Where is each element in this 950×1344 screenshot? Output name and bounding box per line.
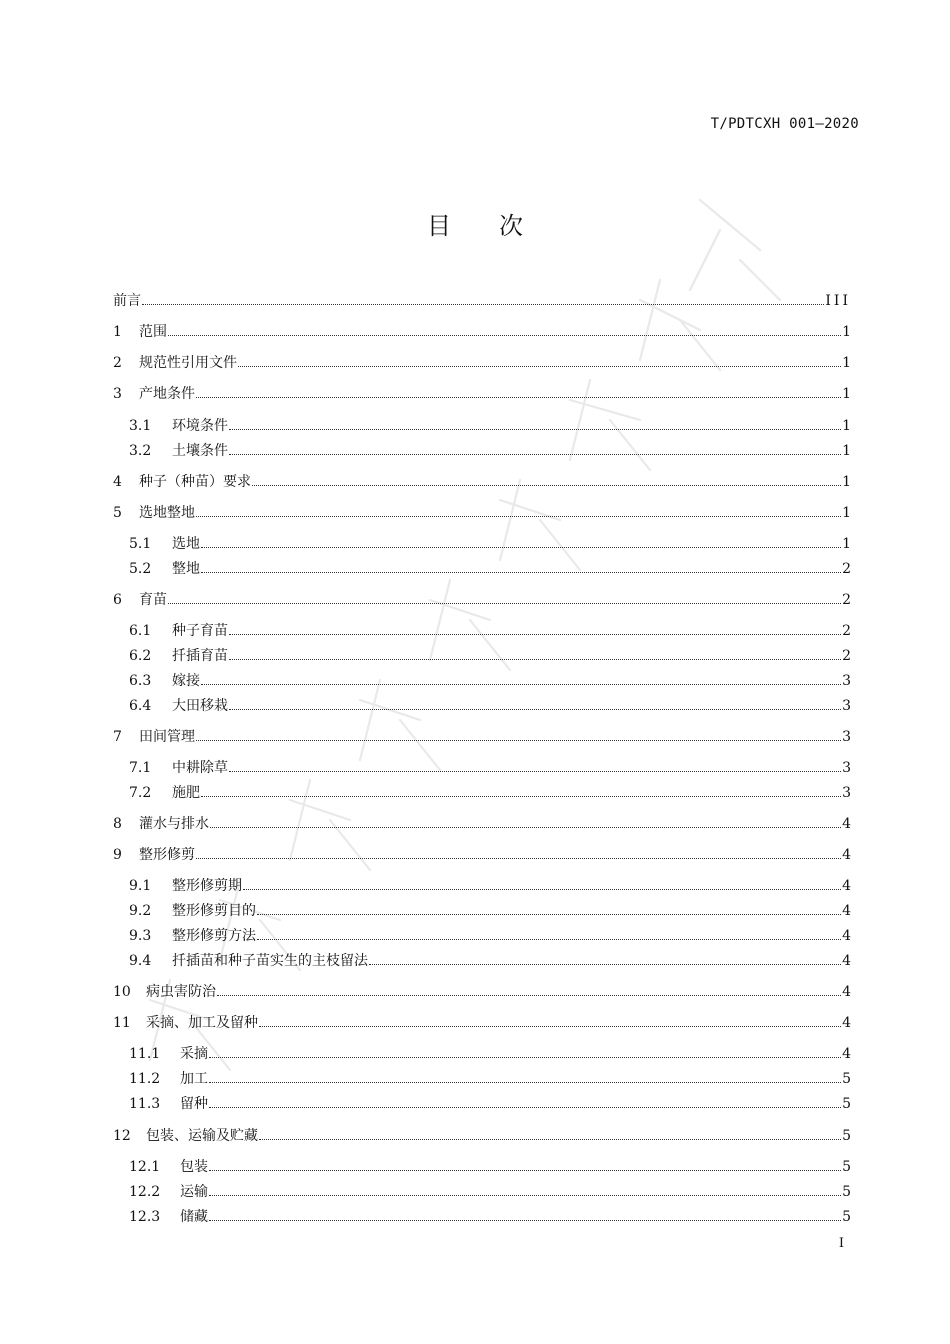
- toc-leader-dots: [229, 658, 841, 660]
- toc-entry-number: 5: [113, 505, 122, 521]
- toc-entry[interactable]: [113, 501, 851, 521]
- toc-entry-number: 12.1: [129, 1159, 161, 1175]
- toc-entry-number: 11.1: [129, 1046, 161, 1062]
- toc-entry[interactable]: [113, 588, 851, 608]
- toc-leader-dots: [196, 396, 841, 398]
- toc-leader-dots: [210, 826, 841, 828]
- toc-entry-number: 4: [113, 474, 122, 490]
- toc-entry-number: 9.3: [129, 928, 152, 944]
- toc-entry-number: 3: [113, 386, 122, 402]
- toc-entry-number: 6.2: [129, 648, 152, 664]
- toc-leader-dots: [209, 1081, 841, 1083]
- toc-entry-page: 5: [842, 1209, 851, 1225]
- toc-leader-dots: [229, 633, 841, 635]
- toc-entry[interactable]: [113, 289, 851, 309]
- toc-entry-title: 整形修剪目的: [172, 903, 256, 919]
- toc-entry-page: 3: [842, 673, 851, 689]
- toc-entry-title: 施肥: [172, 785, 200, 801]
- toc-entry[interactable]: [113, 874, 851, 894]
- toc-entry-page: 4: [842, 847, 851, 863]
- toc-entry-page: 4: [842, 984, 851, 1000]
- toc-entry-page: 1: [842, 386, 851, 402]
- toc-leader-dots: [201, 795, 841, 797]
- toc-entry-title: 包装: [180, 1159, 208, 1175]
- toc-entry[interactable]: [113, 644, 851, 664]
- toc-leader-dots: [196, 515, 841, 517]
- toc-entry-number: 6.4: [129, 698, 152, 714]
- toc-entry-page: 1: [842, 324, 851, 340]
- toc-entry-page: 2: [842, 648, 851, 664]
- toc-entry-page: 2: [842, 623, 851, 639]
- toc-entry-title: 采摘: [180, 1046, 208, 1062]
- toc-leader-dots: [168, 334, 841, 336]
- toc-entry-title: 整形修剪期: [172, 878, 242, 894]
- toc-leader-dots: [243, 888, 841, 890]
- toc-entry-title: 灌水与排水: [139, 816, 209, 832]
- toc-entry-page: 3: [842, 760, 851, 776]
- toc-entry[interactable]: [113, 414, 851, 434]
- toc-entry-title: 产地条件: [139, 386, 195, 402]
- toc-entry-number: 5.2: [129, 561, 152, 577]
- toc-entry-page: 1: [842, 536, 851, 552]
- toc-leader-dots: [229, 428, 841, 430]
- toc-entry-page: 1: [842, 418, 851, 434]
- toc-entry[interactable]: [113, 1124, 851, 1144]
- toc-leader-dots: [201, 546, 841, 548]
- toc-entry-page: 4: [842, 878, 851, 894]
- toc-entry-title: 扦插育苗: [172, 648, 228, 664]
- toc-entry-page: 1: [842, 355, 851, 371]
- toc-entry-number: 9: [113, 847, 122, 863]
- page-number: I: [838, 1236, 844, 1251]
- toc-entry-page: 4: [842, 953, 851, 969]
- toc-entry-number: 7.1: [129, 760, 152, 776]
- toc-entry[interactable]: [113, 1155, 851, 1175]
- toc-entry-title: 育苗: [139, 592, 167, 608]
- toc-entry-title: 规范性引用文件: [139, 355, 237, 371]
- toc-leader-dots: [369, 963, 841, 965]
- toc-entry-title: 环境条件: [172, 418, 228, 434]
- toc-entry[interactable]: [113, 1042, 851, 1062]
- toc-entry-page: 5: [842, 1159, 851, 1175]
- toc-entry[interactable]: [113, 756, 851, 776]
- toc-entry-number: 9.4: [129, 953, 152, 969]
- toc-entry[interactable]: [113, 351, 851, 371]
- toc-leader-dots: [201, 571, 841, 573]
- toc-leader-dots: [257, 938, 841, 940]
- toc-entry[interactable]: [113, 899, 851, 919]
- toc-leader-dots: [201, 683, 841, 685]
- toc-leader-dots: [209, 1169, 841, 1171]
- toc-entry[interactable]: [113, 1180, 851, 1200]
- toc-entry[interactable]: [113, 619, 851, 639]
- toc-entry-title: 大田移栽: [172, 698, 228, 714]
- toc-leader-dots: [252, 484, 841, 486]
- toc-entry-title: 包装、运输及贮藏: [146, 1128, 258, 1144]
- toc-entry-page: 5: [842, 1128, 851, 1144]
- toc-entry-page: 5: [842, 1071, 851, 1087]
- toc-entry-page: 2: [842, 561, 851, 577]
- toc-entry-page: 4: [842, 1046, 851, 1062]
- toc-entry-title: 中耕除草: [172, 760, 228, 776]
- toc-entry-page: 5: [842, 1096, 851, 1112]
- toc-entry[interactable]: [113, 843, 851, 863]
- toc-entry-title: 运输: [180, 1184, 208, 1200]
- toc-entry-title: 整形修剪: [139, 847, 195, 863]
- toc-leader-dots: [257, 913, 841, 915]
- document-code: T/PDTCXH 001—2020: [710, 116, 859, 132]
- toc-entry-title: 采摘、加工及留种: [146, 1015, 258, 1031]
- toc-entry-title: 储藏: [180, 1209, 208, 1225]
- toc-leader-dots: [209, 1219, 841, 1221]
- toc-leader-dots: [229, 708, 841, 710]
- toc-entry[interactable]: [113, 1067, 851, 1087]
- toc-entry-title: 扦插苗和种子苗实生的主枝留法: [172, 953, 368, 969]
- toc-entry[interactable]: [113, 470, 851, 490]
- toc-entry[interactable]: [113, 439, 851, 459]
- toc-entry[interactable]: [113, 924, 851, 944]
- toc-entry-page: III: [825, 293, 851, 309]
- toc-entry-number: 9.2: [129, 903, 152, 919]
- toc-entry-number: 3.1: [129, 418, 152, 434]
- toc-leader-dots: [229, 453, 841, 455]
- toc-entry-number: 6: [113, 592, 122, 608]
- toc-entry-title: 种子（种苗）要求: [139, 474, 251, 490]
- toc-title: [0, 206, 950, 241]
- toc-entry[interactable]: [113, 694, 851, 714]
- toc-leader-dots: [196, 739, 841, 741]
- toc-entry-title: 选地: [172, 536, 200, 552]
- toc-entry[interactable]: [113, 557, 851, 577]
- toc-entry-number: 3.2: [129, 443, 152, 459]
- toc-entry[interactable]: [113, 1092, 851, 1112]
- toc-entry-page: 4: [842, 903, 851, 919]
- toc-leader-dots: [209, 1106, 841, 1108]
- toc-entry-title: 田间管理: [139, 729, 195, 745]
- toc-entry-number: 5.1: [129, 536, 152, 552]
- toc-entry-page: 3: [842, 729, 851, 745]
- toc-entry-page: 1: [842, 443, 851, 459]
- toc-entry-number: 2: [113, 355, 122, 371]
- toc-entry-title: 留种: [180, 1096, 208, 1112]
- toc-entry-title: 加工: [180, 1071, 208, 1087]
- toc-entry[interactable]: [113, 532, 851, 552]
- toc-leader-dots: [229, 770, 841, 772]
- toc-entry-title: 病虫害防治: [146, 984, 216, 1000]
- toc-entry[interactable]: [113, 669, 851, 689]
- toc-entry[interactable]: [113, 980, 851, 1000]
- toc-leader-dots: [217, 994, 841, 996]
- toc-entry-number: 9.1: [129, 878, 152, 894]
- toc-entry-number: 7: [113, 729, 122, 745]
- toc-entry-page: 4: [842, 1015, 851, 1031]
- toc-entry[interactable]: [113, 320, 851, 340]
- toc-entry[interactable]: [113, 725, 851, 745]
- toc-entry-title: 嫁接: [172, 673, 200, 689]
- toc-entry-number: 7.2: [129, 785, 152, 801]
- toc-entry-number: 8: [113, 816, 122, 832]
- toc-title-right: 次: [499, 212, 523, 240]
- toc-entry-number: 12: [113, 1128, 131, 1144]
- toc-entry-title: 范围: [139, 324, 167, 340]
- toc-entry-number: 10: [113, 984, 131, 1000]
- toc-entry-title: 土壤条件: [172, 443, 228, 459]
- toc-entry[interactable]: [113, 781, 851, 801]
- toc-leader-dots: [168, 602, 841, 604]
- toc-title-left: 目: [427, 212, 451, 240]
- toc-leader-dots: [238, 365, 841, 367]
- toc-entry-page: 2: [842, 592, 851, 608]
- toc-entry[interactable]: [113, 949, 851, 969]
- toc-leader-dots: [259, 1138, 841, 1140]
- toc-entry-number: 11: [113, 1015, 131, 1031]
- toc-entry-title: 选地整地: [139, 505, 195, 521]
- toc-entry-number: 12.2: [129, 1184, 161, 1200]
- toc-entry-page: 3: [842, 785, 851, 801]
- toc-entry-number: 11.3: [129, 1096, 161, 1112]
- toc-leader-dots: [209, 1056, 841, 1058]
- toc-entry-title: 整形修剪方法: [172, 928, 256, 944]
- toc-entry-title: 整地: [172, 561, 200, 577]
- toc-entry[interactable]: [113, 1011, 851, 1031]
- toc-entry-title: 前言: [113, 293, 141, 309]
- toc-entry[interactable]: [113, 1205, 851, 1225]
- toc-entry-number: 11.2: [129, 1071, 161, 1087]
- toc-entry-number: 6.1: [129, 623, 152, 639]
- toc-leader-dots: [196, 857, 841, 859]
- toc-entry-page: 5: [842, 1184, 851, 1200]
- toc-entry-page: 1: [842, 474, 851, 490]
- toc-entry-page: 3: [842, 698, 851, 714]
- toc-entry-page: 4: [842, 928, 851, 944]
- toc-entry-page: 1: [842, 505, 851, 521]
- toc-leader-dots: [209, 1194, 841, 1196]
- toc-entry-title: 种子育苗: [172, 623, 228, 639]
- toc-entry-page: 4: [842, 816, 851, 832]
- toc-entry-number: 6.3: [129, 673, 152, 689]
- toc-leader-dots: [259, 1025, 841, 1027]
- toc-entry[interactable]: [113, 812, 851, 832]
- toc-entry[interactable]: [113, 382, 851, 402]
- toc-entry-number: 1: [113, 324, 122, 340]
- toc-leader-dots: [142, 303, 824, 305]
- toc-entry-number: 12.3: [129, 1209, 161, 1225]
